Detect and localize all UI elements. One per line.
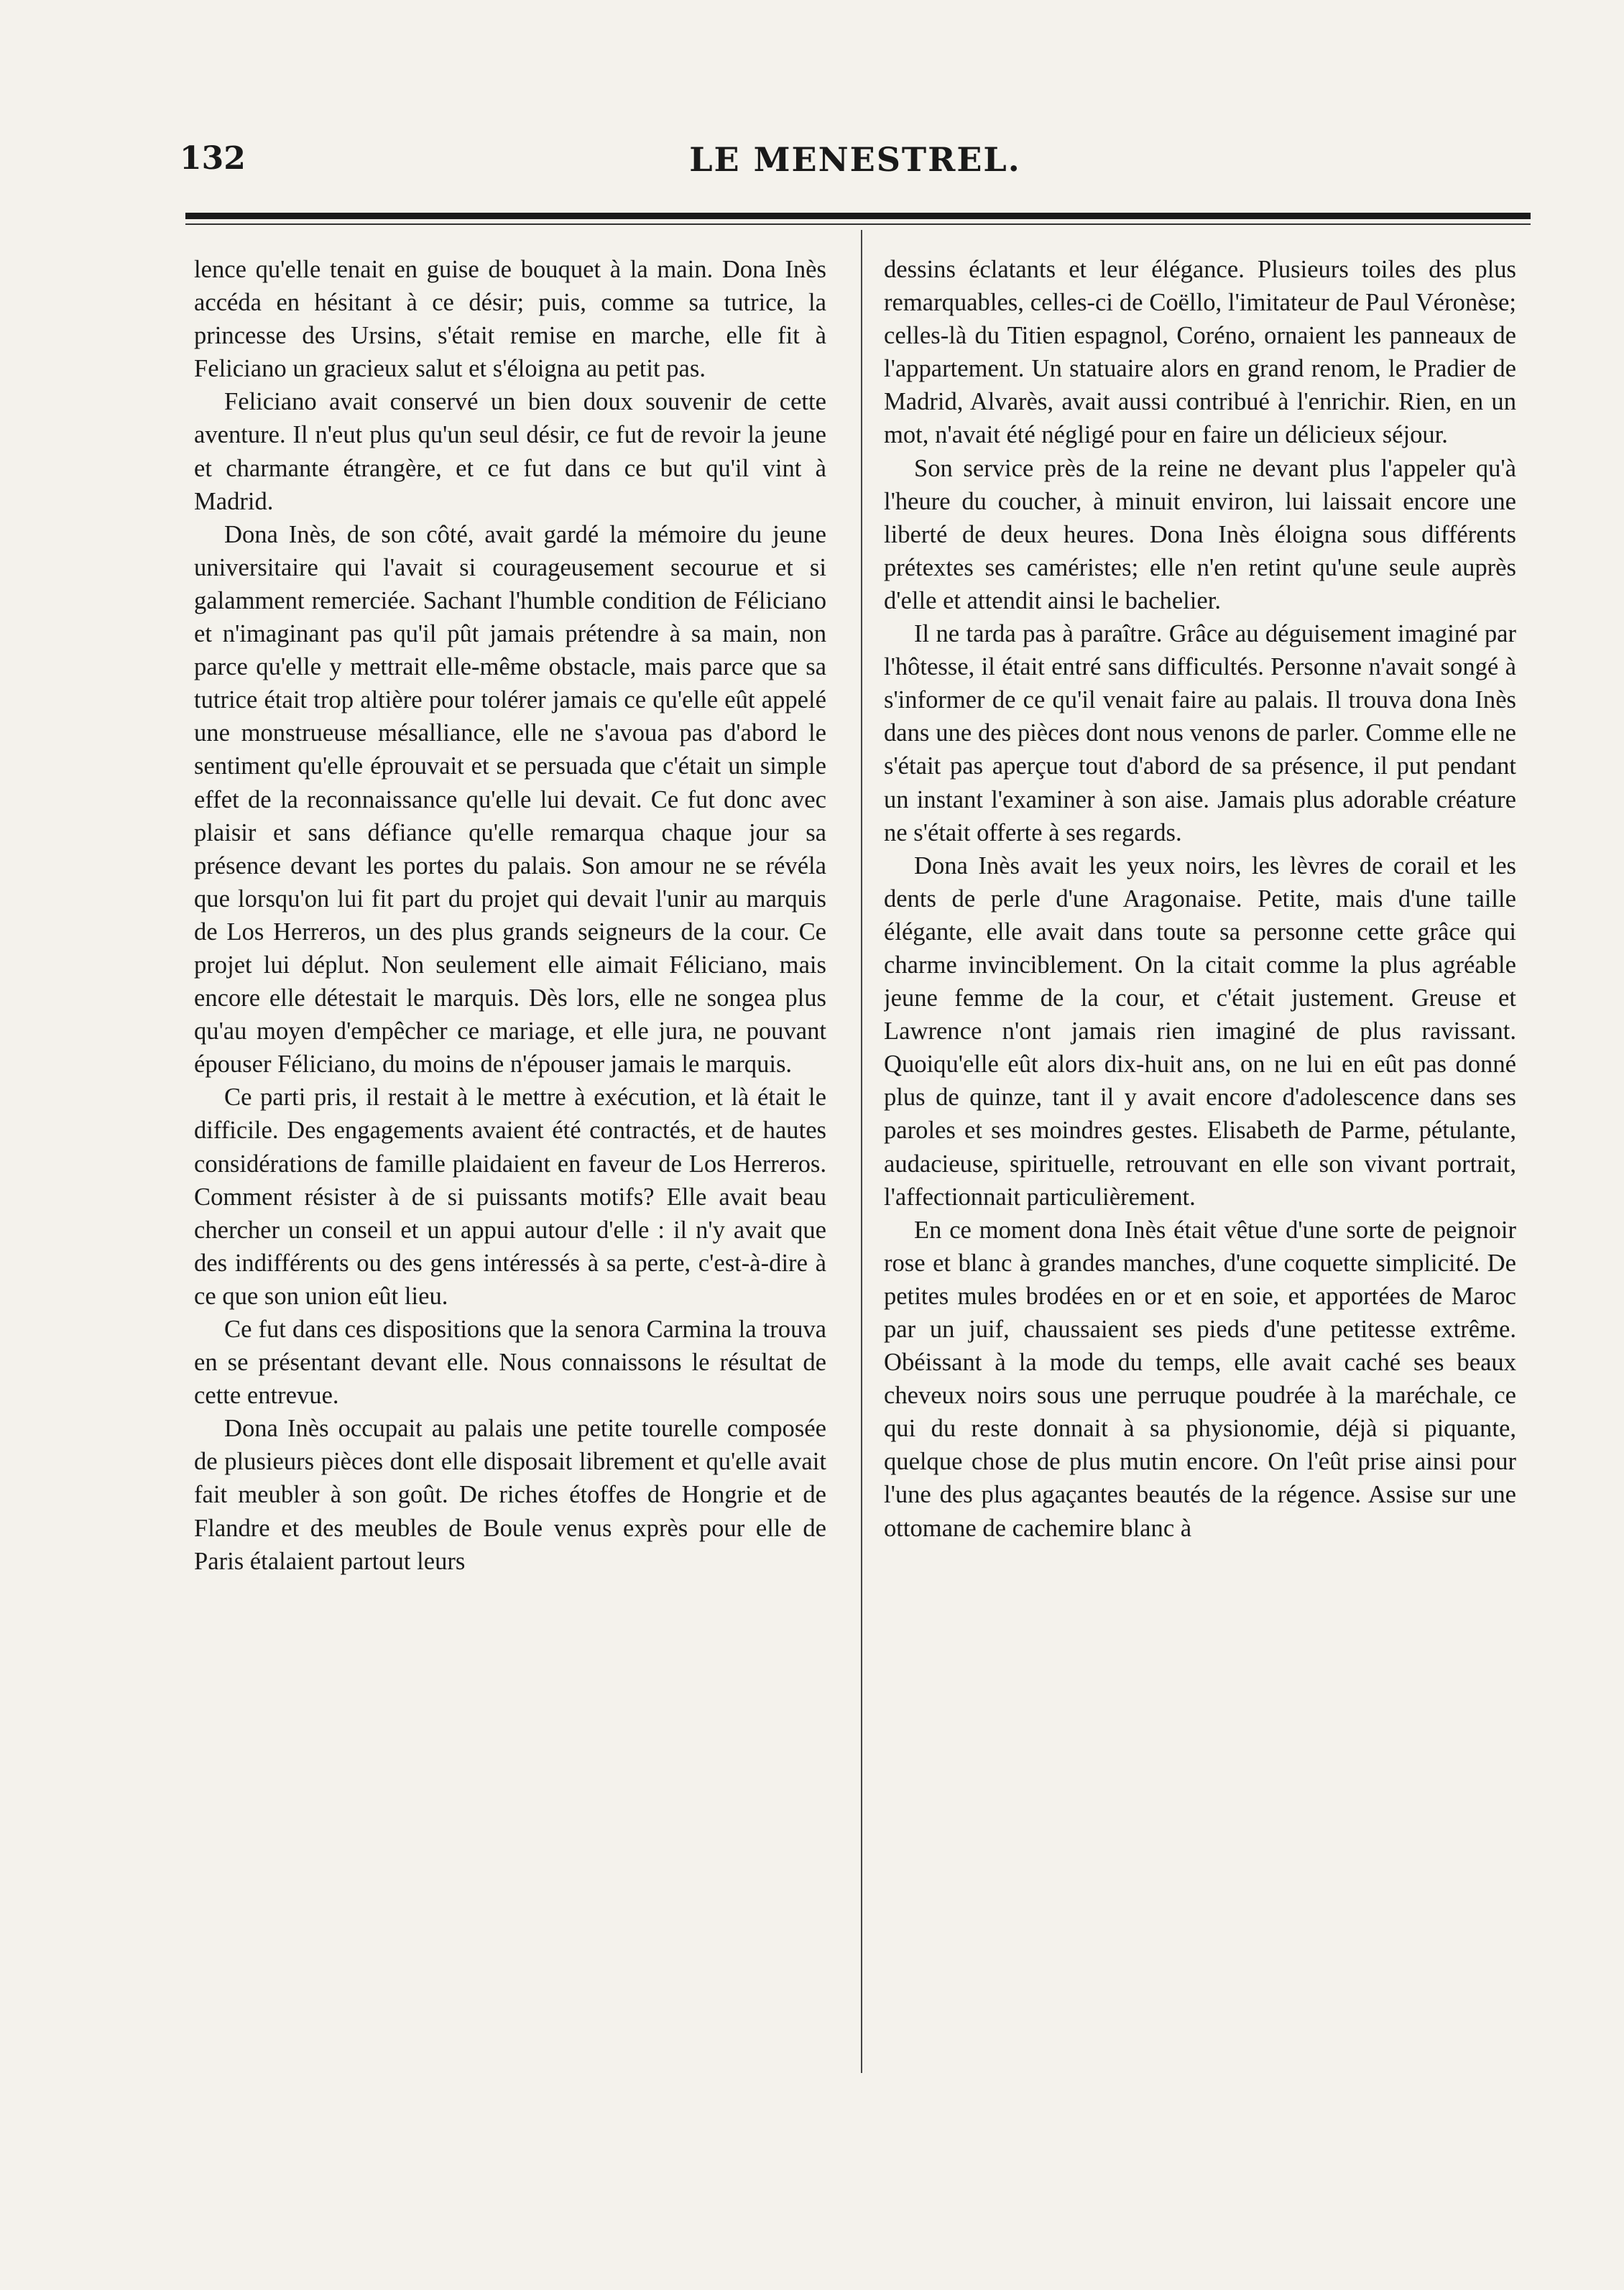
column-divider	[861, 230, 862, 2073]
paragraph: lence qu'elle tenait en guise de bouquet à la main. Dona Inès accéda en hésitant à ce désir; puis, comme sa tutrice, la princesse des Ursins, s'était remise en marche, elle fit à Feliciano un gracieux salut et s'éloigna au petit pas.	[194, 256, 826, 383]
page-number: 132	[180, 140, 246, 177]
right-column	[884, 253, 1516, 2092]
left-column	[194, 253, 826, 2092]
paragraph: En ce moment dona Inès était vêtue d'une sorte de peignoir rose et blanc à grandes manches, d'une coquette simplicité. De petites mules brodées en or et en soie, et apportées de Maroc par un juif, chaussaient ses pieds d'une petitesse extrême. Obéissant à la mode du temps, elle avait caché ses beaux cheveux noirs sous une perruque poudrée à la maréchale, ce qui du reste donnait à sa physionomie, déjà si piquante, quelque chose de plus mutin encore. On l'eût prise ainsi pour l'une des plus agaçantes beautés de la régence. Assise sur une ottomane de cachemire blanc à	[884, 1216, 1516, 1542]
paragraph: Dona Inès occupait au palais une petite tourelle composée de plusieurs pièces dont elle disposait librement et qu'elle avait fait meubler à son goût. De riches étoffes de Hongrie et de Flandre et des meubles de Boule venus exprès pour elle de Paris étalaient partout leurs	[194, 1415, 826, 1575]
paragraph: Dona Inès, de son côté, avait gardé la mémoire du jeune universitaire qui l'avait si courageusement secourue et si galamment remerciée. Sachant l'humble condition de Féliciano et n'imaginant pas qu'il pût jamais prétendre à sa main, non parce qu'elle y mettrait elle-même obstacle, mais parce que sa tutrice était trop altière pour tolérer jamais ce qu'elle eût appelé une monstrueuse mésalliance, elle ne s'avoua pas d'abord le sentiment qu'elle éprouvait et se persuada que c'était un simple effet de la reconnaissance qu'elle lui devait. Ce fut donc avec plaisir et sans défiance qu'elle remarqua chaque jour sa présence devant les portes du palais. Son amour ne se révéla que lorsqu'on lui fit part du projet qui devait l'unir au marquis de Los Herreros, un des plus grands seigneurs de la cour. Ce projet lui déplut. Non seulement elle aimait Féliciano, mais encore elle détestait le marquis. Dès lors, elle ne songea plus qu'au moyen d'empêcher ce mariage, et elle jura, ne pouvant épouser Féliciano, du moins de n'épouser jamais le marquis.	[194, 520, 826, 1079]
paragraph: Son service près de la reine ne devant plus l'appeler qu'à l'heure du coucher, à minuit environ, lui laissait encore une liberté de deux heures. Dona Inès éloigna sous différents prétextes ses caméristes; elle n'en retint qu'une seule auprès d'elle et attendit ainsi le bachelier.	[884, 454, 1516, 614]
page-header	[180, 140, 1531, 190]
header-rule-thin	[185, 223, 1531, 225]
paragraph: Ce parti pris, il restait à le mettre à exécution, et là était le difficile. Des engagements avaient été contractés, et de hautes considérations de famille plaidaient en faveur de Los Herreros. Comment résister à de si puissants motifs? Elle avait beau chercher un conseil et un appui autour d'elle : il n'y avait que des indifférents ou des gens intéressés à sa perte, c'est-à-dire à ce que son union eût lieu.	[194, 1084, 826, 1310]
paragraph: Il ne tarda pas à paraître. Grâce au déguisement imaginé par l'hôtesse, il était entré sans difficultés. Personne n'avait songé à s'informer de ce qu'il venait faire au palais. Il trouva dona Inès dans une des pièces dont nous venons de parler. Comme elle ne s'était pas aperçue tout d'abord de sa présence, il put pendant un instant l'examiner à son aise. Jamais plus adorable créature ne s'était offerte à ses regards.	[884, 620, 1516, 846]
paragraph: Feliciano avait conservé un bien doux souvenir de cette aventure. Il n'eut plus qu'un seul désir, ce fut de revoir la jeune et charmante étrangère, et ce fut dans ce but qu'il vint à Madrid.	[194, 388, 826, 515]
running-title: LE MENESTREL.	[689, 140, 1021, 179]
paragraph: Ce fut dans ces dispositions que la senora Carmina la trouva en se présentant devant elle. Nous connaissons le résultat de cette entrevue.	[194, 1316, 826, 1410]
paragraph: dessins éclatants et leur élégance. Plusieurs toiles des plus remarquables, celles-ci de Coëllo, l'imitateur de Paul Véronèse; celles-là du Titien espagnol, Coréno, ornaient les panneaux de l'appartement. Un statuaire alors en grand renom, le Pradier de Madrid, Alvarès, avait aussi contribué à l'enrichir. Rien, en un mot, n'avait été négligé pour en faire un délicieux séjour.	[884, 256, 1516, 449]
header-rule	[185, 213, 1531, 219]
paragraph: Dona Inès avait les yeux noirs, les lèvres de corail et les dents de perle d'une Aragonaise. Petite, mais d'une taille élégante, elle avait dans toute sa personne cette grâce qui charme invinciblement. On la citait comme la plus agréable jeune femme de la cour, et c'était justement. Greuse et Lawrence n'ont jamais rien imaginé de plus ravissant. Quoiqu'elle eût alors dix-huit ans, on ne lui en eût pas donné plus de quinze, tant il y avait encore d'adolescence dans ses paroles et ses moindres gestes. Elisabeth de Parme, pétulante, audacieuse, spirituelle, retrouvant en elle son vivant portrait, l'affectionnait particulièrement.	[884, 851, 1516, 1211]
